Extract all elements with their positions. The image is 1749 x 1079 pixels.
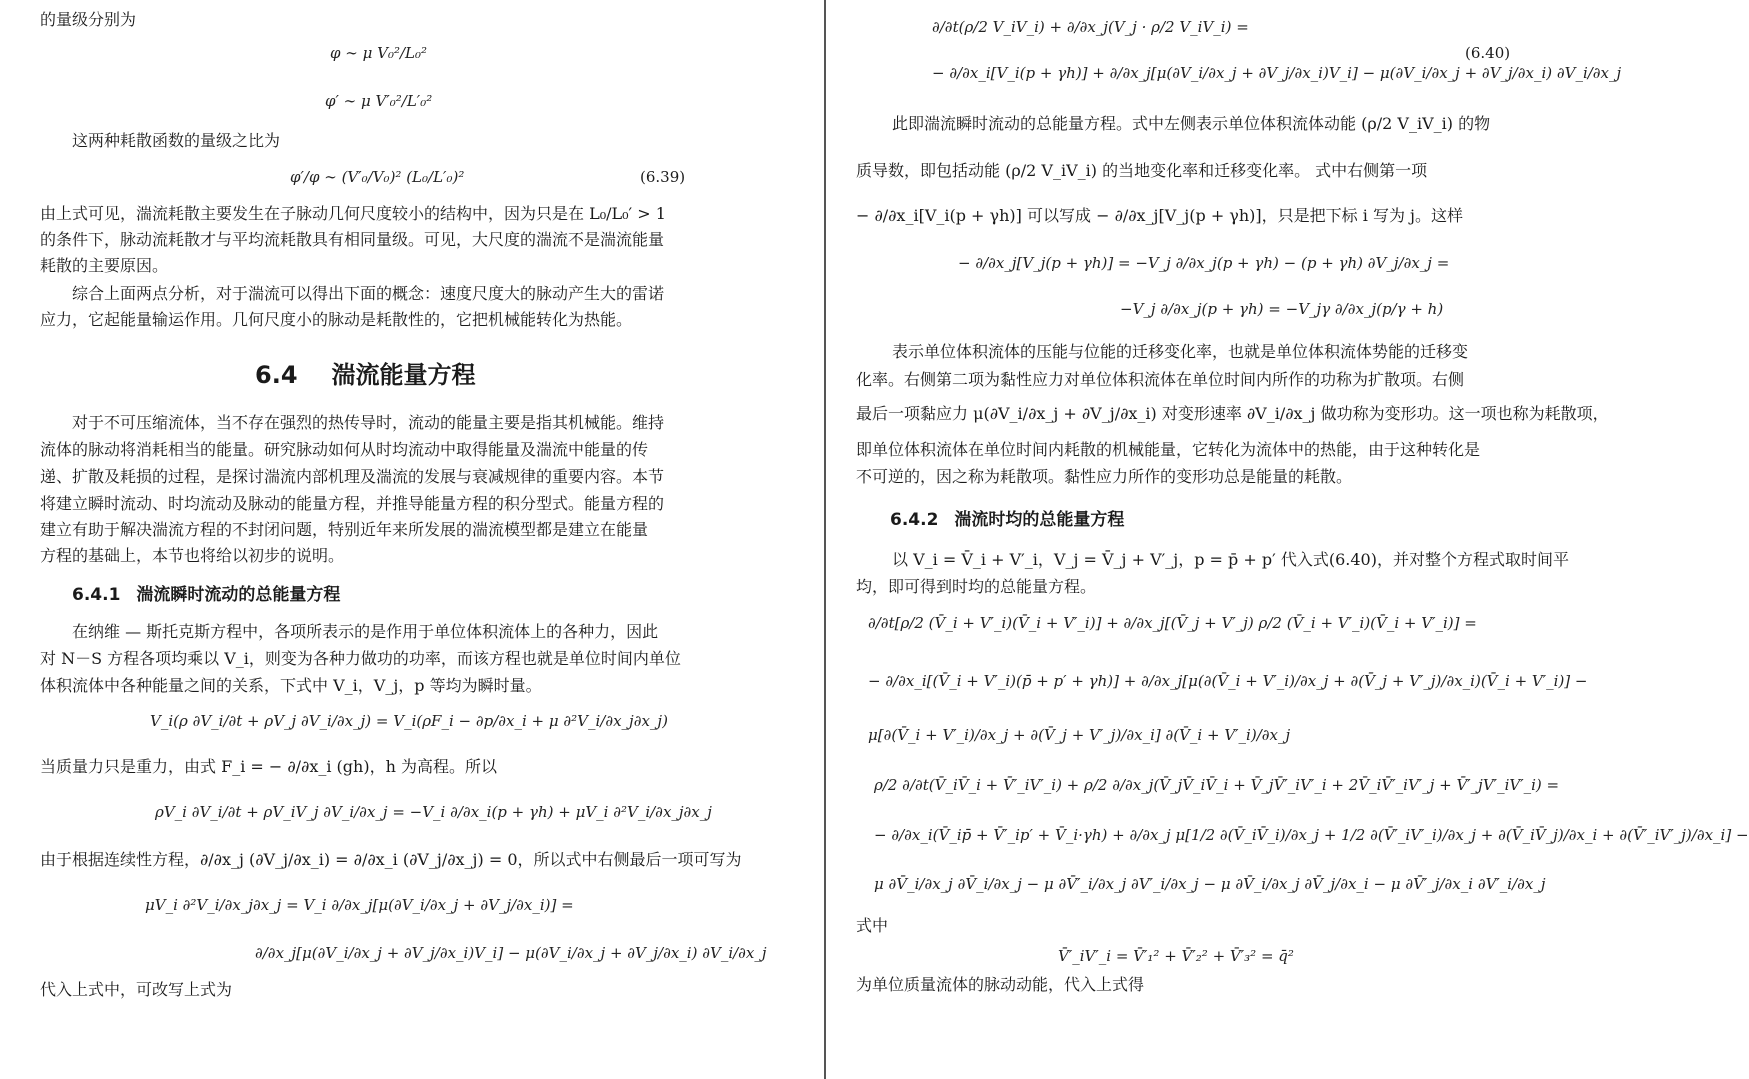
text-line: 方程的基础上，本节也将给以初步的说明。 (40, 546, 345, 565)
subsection-heading (72, 580, 340, 605)
text-line: 代入上式中，可改写上式为 (40, 980, 233, 999)
text-line: 此即湍流瞬时流动的总能量方程。式中左侧表示单位体积流体动能 (ρ/2 V_iV_i) 的物 (892, 114, 1491, 133)
text-line: 化率。右侧第二项为黏性应力对单位体积流体在单位时间内所作的功称为扩散项。右侧 (856, 370, 1465, 389)
subsection-number: 6.4.2 (890, 510, 939, 530)
text-line: 即单位体积流体在单位时间内耗散的机械能量，它转化为流体中的热能，由于这种转化是 (856, 440, 1481, 459)
formula: V_i(ρ ∂V_i/∂t + ρV_j ∂V_i/∂x_j) = V_i(ρF_i − ∂p/∂x_i + μ ∂²V_i/∂x_j∂x_j) (150, 712, 668, 730)
formula: μV_i ∂²V_i/∂x_j∂x_j = V_i ∂/∂x_j[μ(∂V_i/∂x_j + ∂V_j/∂x_i)] = (145, 896, 574, 914)
formula: V̄′_iV′_i = V̄′₁² + V̄′₂² + V̄′₃² = q̄² (1058, 947, 1294, 965)
formula: ∂/∂t[ρ/2 (V̄_i + V′_i)(V̄_i + V′_i)] + ∂/∂x_j[(V̄_j + V′_j) ρ/2 (V̄_i + V′_i)(V̄_i + V′_i)] = (868, 614, 1477, 632)
text-line: 对 N－S 方程各项均乘以 V_i，则变为各种力做功的功率，而该方程也就是单位时间内单位 (40, 649, 681, 668)
text-line: 综合上面两点分析，对于湍流可以得出下面的概念：速度尺度大的脉动产生大的雷诺 (72, 284, 665, 303)
text-line: 建立有助于解决湍流方程的不封闭问题，特别近年来所发展的湍流模型都是建立在能量 (40, 520, 649, 539)
text-line: 质导数，即包括动能 (ρ/2 V_iV_i) 的当地变化率和迁移变化率。 式中右侧第一项 (856, 161, 1428, 180)
equation-number: (6.39) (640, 168, 686, 186)
formula: φ′ ∼ μ V′₀²/L′₀² (325, 92, 433, 110)
text-line: 均，即可得到时均的总能量方程。 (856, 577, 1097, 596)
formula: −V_j ∂/∂x_j(p + γh) = −V_jγ ∂/∂x_j(p/γ + h) (1120, 300, 1444, 318)
text-line: 式中 (856, 916, 889, 935)
formula: ∂/∂t(ρ/2 V_iV_i) + ∂/∂x_j(V_j · ρ/2 V_iV_i) = (932, 18, 1249, 36)
right-page (830, 0, 1749, 1079)
text-line: 由于根据连续性方程，∂/∂x_j (∂V_j/∂x_i) = ∂/∂x_i (∂V_j/∂x_j) = 0，所以式中右侧最后一项可写为 (40, 850, 742, 869)
formula: ρ/2 ∂/∂t(V̄_iV̄_i + V̄′_iV′_i) + ρ/2 ∂/∂x_j(V̄_jV̄_iV̄_i + V̄_jV̄′_iV′_i + 2V̄_iV̄′_iV′_j + V̄′_jV′_iV′_i) = (874, 776, 1560, 794)
formula: − ∂/∂x_i[(V̄_i + V′_i)(p̄ + p′ + γh)] + ∂/∂x_j[μ(∂(V̄_i + V′_i)/∂x_j + ∂(V̄_j + V′_j)/∂x_i)(V̄_i + V′_i)] − (868, 672, 1588, 690)
text-line: 这两种耗散函数的量级之比为 (72, 131, 281, 150)
formula: − ∂/∂x_i(V̄_ip̄ + V̄′_ip′ + V̄_i·γh) + ∂/∂x_j μ[1/2 ∂(V̄_iV̄_i)/∂x_j + 1/2 ∂(V̄′_iV′_i)/∂x_j + ∂(V̄_iV̄_j)/∂x_i + ∂(V̄′_iV′_j)/∂x_i] − (874, 826, 1749, 844)
text-line: 的量级分别为 (40, 10, 137, 29)
page-divider (824, 0, 826, 1079)
text-line: 应力，它起能量输运作用。几何尺度小的脉动是耗散性的，它把机械能转化为热能。 (40, 310, 633, 329)
text-line: 流体的脉动将消耗相当的能量。研究脉动如何从时均流动中取得能量及湍流中能量的传 (40, 440, 649, 459)
formula: φ ∼ μ V₀²/L₀² (330, 44, 428, 62)
text-line: 不可逆的，因之称为耗散项。黏性应力所作的变形功总是能量的耗散。 (856, 467, 1353, 486)
left-page (0, 0, 818, 1079)
formula: ρV_i ∂V_i/∂t + ρV_iV_j ∂V_i/∂x_j = −V_i ∂/∂x_i(p + γh) + μV_i ∂²V_i/∂x_j∂x_j (155, 803, 712, 821)
subsection-number: 6.4.1 (72, 585, 121, 605)
text-line: 体积流体中各种能量之间的关系，下式中 V_i，V_j，p 等均为瞬时量。 (40, 676, 542, 695)
text-line: 耗散的主要原因。 (40, 256, 169, 275)
text-line: 最后一项黏应力 μ(∂V_i/∂x_j + ∂V_j/∂x_i) 对变形速率 ∂V_i/∂x_j 做功称为变形功。这一项也称为耗散项， (856, 404, 1609, 423)
text-line: 在纳维 — 斯托克斯方程中，各项所表示的是作用于单位体积流体上的各种力，因此 (72, 622, 659, 641)
text-line: 当质量力只是重力，由式 F_i = − ∂/∂x_i (gh)，h 为高程。所以 (40, 757, 497, 776)
formula: − ∂/∂x_j[V_j(p + γh)] = −V_j ∂/∂x_j(p + γh) − (p + γh) ∂V_j/∂x_j = (958, 254, 1450, 272)
text-line: 表示单位体积流体的压能与位能的迁移变化率，也就是单位体积流体势能的迁移变 (892, 342, 1469, 361)
text-line: 递、扩散及耗损的过程，是探讨湍流内部机理及湍流的发展与衰减规律的重要内容。本节 (40, 467, 665, 486)
section-heading (255, 355, 476, 390)
text-line: 将建立瞬时流动、时均流动及脉动的能量方程，并推导能量方程的积分型式。能量方程的 (40, 494, 665, 513)
equation-number: (6.40) (1465, 44, 1511, 62)
subsection-title: 湍流瞬时流动的总能量方程 (136, 585, 341, 605)
text-line: 为单位质量流体的脉动动能，代入上式得 (856, 975, 1145, 994)
subsection-title: 湍流时均的总能量方程 (954, 510, 1125, 530)
text-line: − ∂/∂x_i[V_i(p + γh)] 可以写成 − ∂/∂x_j[V_j(p + γh)]，只是把下标 i 写为 j。这样 (856, 206, 1463, 225)
text-line: 的条件下，脉动流耗散才与平均流耗散具有相同量级。可见，大尺度的湍流不是湍流能量 (40, 230, 665, 249)
formula: − ∂/∂x_i[V_i(p + γh)] + ∂/∂x_j[μ(∂V_i/∂x_j + ∂V_j/∂x_i)V_i] − μ(∂V_i/∂x_j + ∂V_j/∂x_i) ∂V_i/∂x_j (932, 64, 1622, 82)
section-number: 6.4 (255, 361, 298, 389)
subsection-heading (890, 505, 1124, 530)
text-line: 由上式可见，湍流耗散主要发生在子脉动几何尺度较小的结构中，因为只是在 L₀/L₀′ > 1 (40, 204, 666, 223)
formula: ∂/∂x_j[μ(∂V_i/∂x_j + ∂V_j/∂x_i)V_i] − μ(∂V_i/∂x_j + ∂V_j/∂x_i) ∂V_i/∂x_j (255, 944, 767, 962)
formula: φ′/φ ∼ (V′₀/V₀)² (L₀/L′₀)² (290, 168, 465, 186)
text-line: 以 V_i = V̄_i + V′_i，V_j = V̄_j + V′_j，p = p̄ + p′ 代入式(6.40)，并对整个方程式取时间平 (892, 550, 1569, 569)
section-title: 湍流能量方程 (331, 361, 476, 389)
formula: μ[∂(V̄_i + V′_i)/∂x_j + ∂(V̄_j + V′_j)/∂x_i] ∂(V̄_i + V′_i)/∂x_j (868, 726, 1291, 744)
formula: μ ∂V̄_i/∂x_j ∂V̄_i/∂x_j − μ ∂V̄′_i/∂x_j ∂V′_i/∂x_j − μ ∂V̄_i/∂x_j ∂V̄_j/∂x_i − μ ∂V̄′_j/∂x_i ∂V′_i/∂x_j (874, 875, 1546, 893)
text-line: 对于不可压缩流体，当不存在强烈的热传导时，流动的能量主要是指其机械能。维持 (72, 413, 665, 432)
